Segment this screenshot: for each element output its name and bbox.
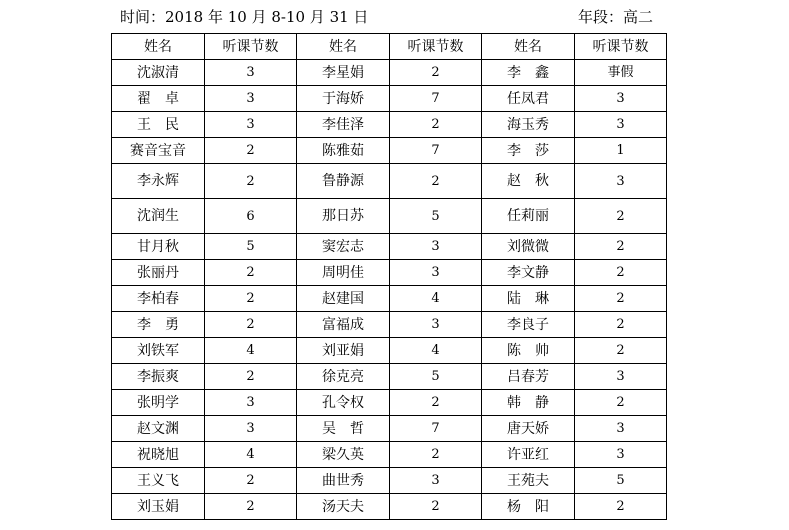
teacher-name-cell: 李柏春: [112, 286, 205, 312]
table-row: [112, 416, 667, 442]
teacher-name-cell: 李良子: [481, 312, 574, 338]
teacher-name-cell: 赵建国: [296, 286, 389, 312]
lesson-count-cell: 2: [390, 164, 482, 199]
lesson-count-cell: 2: [574, 286, 666, 312]
teacher-name-cell: 刘铁军: [112, 338, 205, 364]
teacher-name-cell: 沈润生: [112, 199, 205, 234]
teacher-name-cell: 祝晓旭: [112, 442, 205, 468]
table-row: [112, 112, 667, 138]
lesson-count-cell: 2: [574, 260, 666, 286]
table-body: [112, 60, 667, 520]
lesson-count-cell: 2: [574, 234, 666, 260]
lesson-count-cell: 2: [390, 112, 482, 138]
column-header-name: 姓名: [296, 34, 389, 60]
teacher-name-cell: 李 勇: [112, 312, 205, 338]
lesson-count-cell: 1: [574, 138, 666, 164]
date-range-label: 时间：2018 年 10 月 8-10 月 31 日: [120, 8, 369, 26]
table-row: [112, 390, 667, 416]
teacher-name-cell: 唐天娇: [481, 416, 574, 442]
lesson-count-cell: 3: [574, 442, 666, 468]
lesson-count-cell: 3: [205, 112, 297, 138]
teacher-name-cell: 吴 哲: [296, 416, 389, 442]
teacher-name-cell: 李文静: [481, 260, 574, 286]
teacher-name-cell: 陈雅茹: [296, 138, 389, 164]
table-row: [112, 260, 667, 286]
column-header-name: 姓名: [112, 34, 205, 60]
lesson-count-cell: 2: [205, 286, 297, 312]
lesson-count-cell: 4: [205, 338, 297, 364]
lesson-observation-table: [111, 33, 667, 520]
lesson-count-cell: 4: [390, 338, 482, 364]
teacher-name-cell: 李星娟: [296, 60, 389, 86]
lesson-count-cell: 3: [205, 416, 297, 442]
teacher-name-cell: 杨 阳: [481, 494, 574, 520]
lesson-count-cell: 3: [390, 260, 482, 286]
teacher-name-cell: 许亚红: [481, 442, 574, 468]
lesson-count-cell: 2: [390, 60, 482, 86]
lesson-count-cell: 2: [574, 390, 666, 416]
lesson-count-cell: 3: [205, 390, 297, 416]
table-row: [112, 60, 667, 86]
table-row: [112, 312, 667, 338]
lesson-count-cell: 2: [574, 338, 666, 364]
teacher-name-cell: 任凤君: [481, 86, 574, 112]
teacher-name-cell: 陆 琳: [481, 286, 574, 312]
teacher-name-cell: 海玉秀: [481, 112, 574, 138]
table-row: [112, 164, 667, 199]
teacher-name-cell: 韩 静: [481, 390, 574, 416]
table-header-row: [112, 34, 667, 60]
lesson-count-cell: 4: [390, 286, 482, 312]
table-row: [112, 364, 667, 390]
table-row: [112, 86, 667, 112]
teacher-name-cell: 汤天夫: [296, 494, 389, 520]
lesson-count-cell: 2: [574, 312, 666, 338]
lesson-count-cell: 2: [205, 312, 297, 338]
teacher-name-cell: 曲世秀: [296, 468, 389, 494]
teacher-name-cell: 刘亚娟: [296, 338, 389, 364]
lesson-count-cell: 2: [574, 494, 666, 520]
lesson-count-cell: 5: [205, 234, 297, 260]
lesson-count-cell: 2: [390, 494, 482, 520]
table-row: [112, 286, 667, 312]
table-row: [112, 494, 667, 520]
lesson-count-cell: 7: [390, 138, 482, 164]
teacher-name-cell: 孔令权: [296, 390, 389, 416]
lesson-count-cell: 5: [390, 199, 482, 234]
column-header-count: 听课节数: [390, 34, 482, 60]
lesson-count-cell: 3: [390, 468, 482, 494]
teacher-name-cell: 张丽丹: [112, 260, 205, 286]
lesson-count-cell: 7: [390, 86, 482, 112]
teacher-name-cell: 李振爽: [112, 364, 205, 390]
teacher-name-cell: 任莉丽: [481, 199, 574, 234]
lesson-count-cell: 2: [205, 138, 297, 164]
grade-label: 年段：高二: [578, 8, 654, 26]
teacher-name-cell: 于海娇: [296, 86, 389, 112]
lesson-count-cell: 3: [390, 312, 482, 338]
teacher-name-cell: 翟 卓: [112, 86, 205, 112]
teacher-name-cell: 陈 帅: [481, 338, 574, 364]
teacher-name-cell: 周明佳: [296, 260, 389, 286]
column-header-name: 姓名: [481, 34, 574, 60]
table-row: [112, 138, 667, 164]
lesson-count-cell: 3: [574, 86, 666, 112]
teacher-name-cell: 赛音宝音: [112, 138, 205, 164]
lesson-count-cell: 2: [390, 390, 482, 416]
column-header-count: 听课节数: [205, 34, 297, 60]
lesson-count-cell: 2: [205, 364, 297, 390]
lesson-count-cell: 2: [205, 494, 297, 520]
table-row: [112, 442, 667, 468]
teacher-name-cell: 梁久英: [296, 442, 389, 468]
lesson-count-cell: 3: [574, 164, 666, 199]
column-header-count: 听课节数: [574, 34, 666, 60]
table-row: [112, 234, 667, 260]
lesson-count-cell: 3: [390, 234, 482, 260]
lesson-count-cell: 3: [574, 364, 666, 390]
teacher-name-cell: 李佳泽: [296, 112, 389, 138]
lesson-count-cell: 2: [205, 260, 297, 286]
teacher-name-cell: 王义飞: [112, 468, 205, 494]
table-row: [112, 199, 667, 234]
teacher-name-cell: 张明学: [112, 390, 205, 416]
teacher-name-cell: 刘玉娟: [112, 494, 205, 520]
lesson-count-cell: 事假: [574, 60, 666, 86]
table-row: [112, 468, 667, 494]
teacher-name-cell: 吕春芳: [481, 364, 574, 390]
lesson-count-cell: 3: [574, 416, 666, 442]
lesson-count-cell: 4: [205, 442, 297, 468]
lesson-count-cell: 5: [390, 364, 482, 390]
teacher-name-cell: 李永辉: [112, 164, 205, 199]
lesson-count-cell: 2: [390, 442, 482, 468]
teacher-name-cell: 王 民: [112, 112, 205, 138]
lesson-count-cell: 3: [205, 86, 297, 112]
teacher-name-cell: 李 鑫: [481, 60, 574, 86]
teacher-name-cell: 窦宏志: [296, 234, 389, 260]
teacher-name-cell: 赵 秋: [481, 164, 574, 199]
teacher-name-cell: 甘月秋: [112, 234, 205, 260]
teacher-name-cell: 李 莎: [481, 138, 574, 164]
lesson-count-cell: 5: [574, 468, 666, 494]
table-row: [112, 338, 667, 364]
lesson-count-cell: 6: [205, 199, 297, 234]
teacher-name-cell: 沈淑清: [112, 60, 205, 86]
teacher-name-cell: 王苑夫: [481, 468, 574, 494]
lesson-count-cell: 7: [390, 416, 482, 442]
lesson-count-cell: 3: [574, 112, 666, 138]
lesson-count-cell: 2: [205, 468, 297, 494]
teacher-name-cell: 赵文渊: [112, 416, 205, 442]
teacher-name-cell: 鲁静源: [296, 164, 389, 199]
teacher-name-cell: 那日苏: [296, 199, 389, 234]
teacher-name-cell: 富福成: [296, 312, 389, 338]
teacher-name-cell: 徐克亮: [296, 364, 389, 390]
lesson-count-cell: 2: [205, 164, 297, 199]
teacher-name-cell: 刘微微: [481, 234, 574, 260]
lesson-count-cell: 2: [574, 199, 666, 234]
lesson-count-cell: 3: [205, 60, 297, 86]
